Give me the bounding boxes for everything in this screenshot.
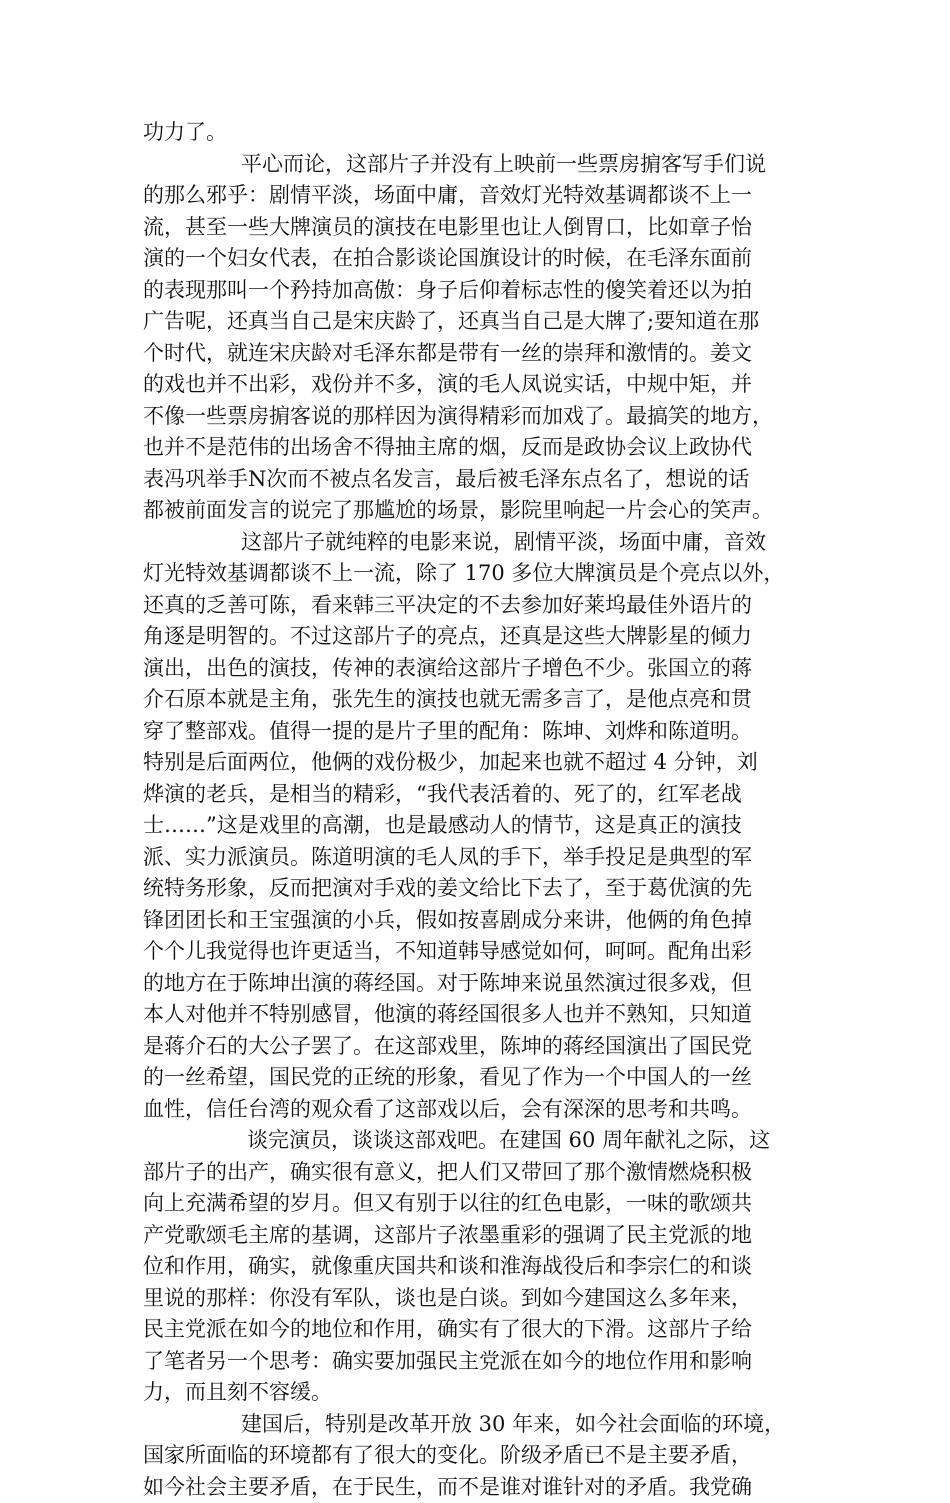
text-line: 谈完演员，谈谈这部戏吧。在建国 60 周年献礼之际，这 [143, 1125, 823, 1157]
text-line: 锋团团长和王宝强演的小兵，假如按喜剧成分来讲，他俩的角色掉 [143, 905, 823, 937]
text-line: 统特务形象，反而把演对手戏的姜文给比下去了，至于葛优演的先 [143, 873, 823, 905]
text-line: 灯光特效基调都谈不上一流，除了 170 多位大牌演员是个亮点以外， [143, 558, 823, 590]
text-line: 流，甚至一些大牌演员的演技在电影里也让人倒胃口，比如章子怡 [143, 212, 823, 244]
text-line: 建国后，特别是改革开放 30 年来，如今社会面临的环境， [143, 1409, 823, 1441]
text-line: 里说的那样：你没有军队，谈也是白谈。到如今建国这么多年来， [143, 1283, 823, 1315]
text-line: 的地方在于陈坤出演的蒋经国。对于陈坤来说虽然演过很多戏，但 [143, 968, 823, 1000]
text-line: 的戏也并不出彩，戏份并不多，演的毛人凤说实话，中规中矩，并 [143, 369, 823, 401]
text-line: 功力了。 [143, 117, 823, 149]
article-body [143, 117, 823, 1503]
text-line: 还真的乏善可陈，看来韩三平决定的不去参加好莱坞最佳外语片的 [143, 590, 823, 622]
text-line: 向上充满希望的岁月。但又有别于以往的红色电影，一味的歌颂共 [143, 1188, 823, 1220]
text-line: 角逐是明智的。不过这部片子的亮点，还真是这些大牌影星的倾力 [143, 621, 823, 653]
text-line: 个个儿我觉得也许更适当，不知道韩导感觉如何，呵呵。配角出彩 [143, 936, 823, 968]
text-line: 不像一些票房掮客说的那样因为演得精彩而加戏了。最搞笑的地方， [143, 401, 823, 433]
text-line: 也并不是范伟的出场舍不得抽主席的烟，反而是政协会议上政协代 [143, 432, 823, 464]
text-line: 国家所面临的环境都有了很大的变化。阶级矛盾已不是主要矛盾， [143, 1440, 823, 1472]
text-line: 介石原本就是主角，张先生的演技也就无需多言了，是他点亮和贯 [143, 684, 823, 716]
text-line: 民主党派在如今的地位和作用，确实有了很大的下滑。这部片子给 [143, 1314, 823, 1346]
text-line: 的表现那叫一个矜持加高傲：身子后仰着标志性的傻笑着还以为拍 [143, 275, 823, 307]
text-line: 个时代，就连宋庆龄对毛泽东都是带有一丝的崇拜和激情的。姜文 [143, 338, 823, 370]
text-line: 位和作用，确实，就像重庆国共和谈和淮海战役后和李宗仁的和谈 [143, 1251, 823, 1283]
text-line: 演的一个妇女代表，在拍合影谈论国旗设计的时候，在毛泽东面前 [143, 243, 823, 275]
text-line: 的那么邪乎：剧情平淡，场面中庸，音效灯光特效基调都谈不上一 [143, 180, 823, 212]
text-line: 是蒋介石的大公子罢了。在这部戏里，陈坤的蒋经国演出了国民党 [143, 1031, 823, 1063]
text-line: 烨演的老兵，是相当的精彩，“我代表活着的、死了的，红军老战 [143, 779, 823, 811]
text-line: 平心而论，这部片子并没有上映前一些票房掮客写手们说 [143, 149, 823, 181]
text-line: 本人对他并不特别感冒，他演的蒋经国很多人也并不熟知，只知道 [143, 999, 823, 1031]
text-line: 血性，信任台湾的观众看了这部戏以后，会有深深的思考和共鸣。 [143, 1094, 823, 1126]
text-line: 这部片子就纯粹的电影来说，剧情平淡，场面中庸，音效 [143, 527, 823, 559]
text-line: 都被前面发言的说完了那尴尬的场景，影院里响起一片会心的笑声。 [143, 495, 823, 527]
text-line: 表冯巩举手N次而不被点名发言，最后被毛泽东点名了，想说的话 [143, 464, 823, 496]
text-line: 特别是后面两位，他俩的戏份极少，加起来也就不超过 4 分钟，刘 [143, 747, 823, 779]
text-line: 广告呢，还真当自己是宋庆龄了，还真当自己是大牌了;要知道在那 [143, 306, 823, 338]
text-line: 力，而且刻不容缓。 [143, 1377, 823, 1409]
text-line: 产党歌颂毛主席的基调，这部片子浓墨重彩的强调了民主党派的地 [143, 1220, 823, 1252]
text-line: 如今社会主要矛盾，在于民生，而不是谁对谁针对的矛盾。我党确 [143, 1472, 823, 1503]
text-line: 部片子的出产，确实很有意义，把人们又带回了那个激情燃烧积极 [143, 1157, 823, 1189]
text-line: 派、实力派演员。陈道明演的毛人凤的手下，举手投足是典型的军 [143, 842, 823, 874]
text-line: 的一丝希望，国民党的正统的形象，看见了作为一个中国人的一丝 [143, 1062, 823, 1094]
text-line: 穿了整部戏。值得一提的是片子里的配角：陈坤、刘烨和陈道明。 [143, 716, 823, 748]
text-line: 了笔者另一个思考：确实要加强民主党派在如今的地位作用和影响 [143, 1346, 823, 1378]
text-line: 演出，出色的演技，传神的表演给这部片子增色不少。张国立的蒋 [143, 653, 823, 685]
text-line: 士……”这是戏里的高潮，也是最感动人的情节，这是真正的演技 [143, 810, 823, 842]
